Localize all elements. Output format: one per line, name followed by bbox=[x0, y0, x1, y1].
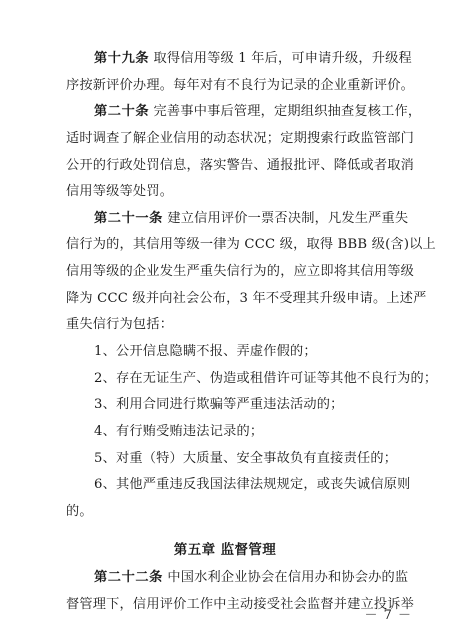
list-item-3: 3、利用合同进行欺骗等严重违法活动的； bbox=[94, 397, 344, 413]
list-item-2: 2、存在无证生产、伪造或租借许可证等其他不良行为的； bbox=[94, 370, 438, 386]
article-21-line-1 bbox=[94, 210, 450, 228]
article-22-line-1 bbox=[94, 569, 450, 587]
article-22-text-1: 中国水利企业协会在信用办和协会办的监 bbox=[162, 570, 409, 586]
article-20-label: 第二十条 bbox=[94, 104, 150, 120]
article-19-label: 第十九条 bbox=[94, 51, 150, 66]
article-20-line-3: 公开的行政处罚信息，落实警告、通报批评、降低或者取消 bbox=[66, 157, 415, 173]
list-item-6-cont: 的。 bbox=[66, 503, 93, 519]
list-item-6: 6、其他严重违反我国法律法规规定，或丧失诚信原则 bbox=[94, 477, 411, 493]
article-22-line-2: 督管理下，信用评价工作中主动接受社会监督并建立投诉举 bbox=[66, 597, 415, 612]
article-19-line-1 bbox=[94, 50, 450, 68]
article-21-line-4: 降为 CCC 级并向社会公布，3 年不受理其升级申请。上述严 bbox=[66, 290, 427, 306]
list-item-1: 1、公开信息隐瞒不报、弄虚作假的； bbox=[94, 344, 317, 360]
list-item-5: 5、对重（特）大质量、安全事故负有直接责任的； bbox=[94, 450, 398, 466]
list-item-4: 4、有行贿受贿违法记录的； bbox=[94, 423, 264, 439]
article-19-line-2: 序按新评价办理。每年对有不良行为记录的企业重新评价。 bbox=[66, 77, 415, 93]
article-21-text-1: 建立信用评价一票否决制，凡发生严重失 bbox=[162, 210, 409, 226]
article-21-line-5: 重失信行为包括： bbox=[66, 317, 174, 333]
article-20-text-1: 完善事中事后管理，定期组织抽查复核工作， bbox=[149, 104, 422, 120]
article-21-line-3: 信用等级的企业发生严重失信行为的，应立即将其信用等级 bbox=[66, 264, 415, 280]
article-20-line-2: 适时调查了解企业信用的动态状况；定期搜索行政监管部门 bbox=[66, 130, 415, 146]
article-19-text-1: 取得信用等级 1 年后，可申请升级，升级程 bbox=[149, 51, 412, 66]
article-22-label: 第二十二条 bbox=[94, 570, 163, 586]
page-number: － 7 － bbox=[364, 608, 412, 623]
article-20-line-4: 信用等级等处罚。 bbox=[66, 184, 174, 200]
article-21-label: 第二十一条 bbox=[94, 210, 163, 226]
chapter-5-heading: 第五章 监督管理 bbox=[173, 541, 277, 558]
article-20-line-1 bbox=[94, 103, 450, 121]
article-21-line-2: 信行为的，其信用等级一律为 CCC 级，取得 BBB 级(含)以上 bbox=[66, 237, 436, 253]
